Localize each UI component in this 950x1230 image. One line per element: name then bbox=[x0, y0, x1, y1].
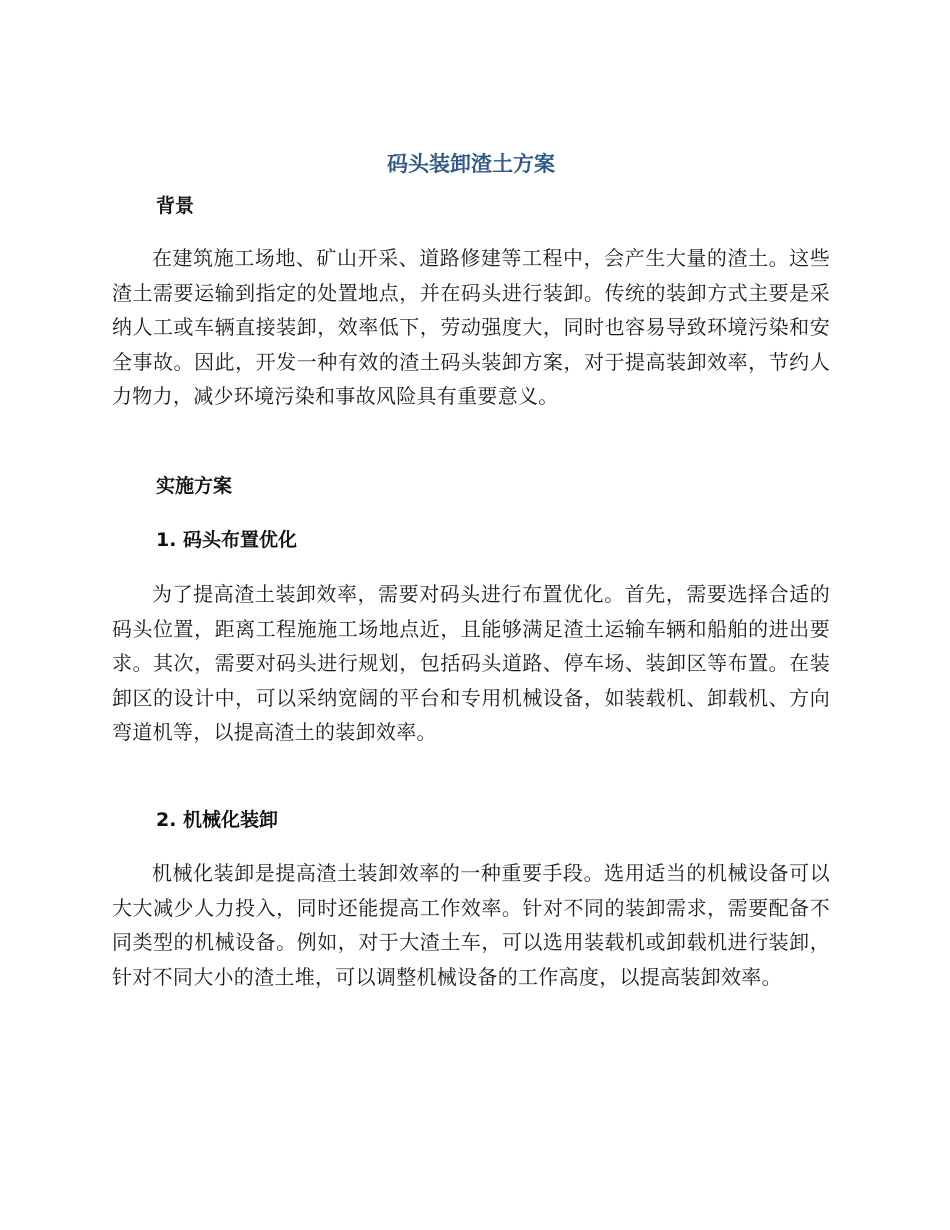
page-title: 码头装卸渣土方案 bbox=[387, 152, 555, 176]
paragraph-mechanized: 机械化装卸是提高渣土装卸效率的一种重要手段。选用适当的机械设备可以大大减少人力投入，同时还能提高工作效率。针对不同的装卸需求，需要配备不同类型的机械设备。例如，对于大渣土车，可以选用装载机或卸载机进行装卸，针对不同大小的渣土堆，可以调整机械设备的工作高度，以提高装卸效率。 bbox=[112, 861, 830, 989]
section-heading-implementation: 实施方案 bbox=[156, 475, 233, 497]
paragraph-background: 在建筑施工场地、矿山开采、道路修建等工程中，会产生大量的渣土。这些渣土需要运输到指定的处置地点，并在码头进行装卸。传统的装卸方式主要是采纳人工或车辆直接装卸，效率低下，劳动强度大，同时也容易导致环境污染和安全事故。因此，开发一种有效的渣土码头装卸方案，对于提高装卸效率，节约人力物力，减少环境污染和事故风险具有重要意义。 bbox=[112, 246, 830, 409]
section-heading-background: 背景 bbox=[156, 195, 195, 217]
subsection-heading-layout: 1. 码头布置优化 bbox=[156, 529, 298, 551]
subsection-heading-mechanized: 2. 机械化装卸 bbox=[156, 809, 279, 831]
paragraph-layout: 为了提高渣土装卸效率，需要对码头进行布置优化。首先，需要选择合适的码头位置，距离工程施施工场地点近，且能够满足渣土运输车辆和船舶的进出要求。其次，需要对码头进行规划，包括码头道路、停车场、装卸区等布置。在装卸区的设计中，可以采纳宽阔的平台和专用机械设备，如装载机、卸载机、方向弯道机等，以提高渣土的装卸效率。 bbox=[112, 582, 830, 745]
